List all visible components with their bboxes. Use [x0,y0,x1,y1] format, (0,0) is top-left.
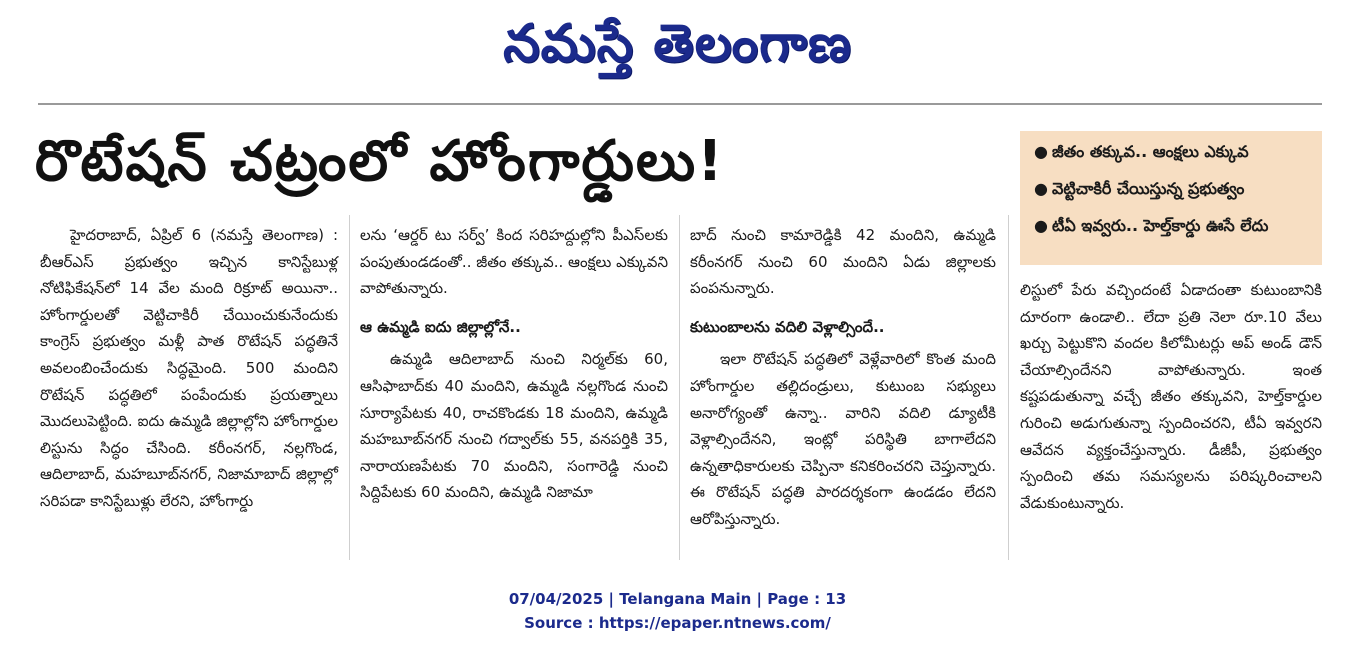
highlight-text: టీఏ ఇవ్వరు.. హెల్త్‌కార్డు ఊసే లేదు [1052,216,1269,235]
masthead [0,2,1355,86]
article-column-3 [690,222,996,533]
highlight-item [1034,141,1312,178]
article-column-1 [40,222,338,515]
article-column-4 [1020,277,1322,516]
highlight-item [1034,178,1312,215]
column-divider [1008,215,1009,560]
highlights-list [1034,141,1312,252]
paragraph: ఇలా రొటేషన్ పద్ధతిలో వెళ్లేవారిలో కొంత మంది హోంగార్డుల తల్లిదండ్రులు, కుటుంబ సభ్యులు అనారోగ్యంతో ఉన్నా.. వారిని వదిలి డ్యూటీకి వెళ్లాల్సిందేనని, ఇంట్లో పరిస్థితి బాగాలేదని ఉన్నతాధికారులకు చెప్పినా కనికరించరని చెప్తున్నారు. ఈ రొటేషన్ పద్ధతి పారదర్శకంగా ఉండడం లేదని ఆరోపిస్తున్నారు. [690,350,996,528]
bullet-icon: ● [1034,179,1048,198]
footer-date-page: 07/04/2025 | Telangana Main | Page : 13 [508,590,847,608]
paragraph: ఉమ్మడి ఆదిలాబాద్ నుంచి నిర్మల్‌కు 60, ఆసిఫాబాద్‌కు 40 మందిని, ఉమ్మడి నల్లగొండ నుంచి సూర్యాపేటకు 40, రాచకొండకు 18 మందిని, ఉమ్మడి మహబూబ్‌నగర్ నుంచి గద్వాల్‌కు 55, వనపర్తికి 35, నారాయణపేటకు 70 మందిని, సంగారెడ్డి నుంచి సిద్దిపేటకు 60 మందిని, ఉమ్మడి నిజామా [360,350,668,502]
bullet-icon: ● [1034,216,1048,235]
article-column-2 [360,222,668,506]
masthead-title: నమస్తే తెలంగాణ [503,14,852,74]
subheading: ఆ ఉమ్మడి ఐదు జిల్లాల్లోనే.. [360,317,521,336]
column-divider [679,215,680,560]
footer-source: Source : https://epaper.ntnews.com/ [524,614,831,632]
paragraph: లిస్టులో పేరు వచ్చిందంటే ఏడాదంతా కుటుంబానికి దూరంగా ఉండాలి.. లేదా ప్రతి నెలా రూ.10 వేలు ఖర్చు పెట్టుకొని వందల కిలోమీటర్లు అప్ అండ్ డౌన్ చేయాల్సిందేనని వాపోతున్నారు. ఇంత కష్టపడుతున్నా వచ్చే జీతం తక్కువని, హెల్త్‌కార్డుల గురించి అడుగుతున్నా స్పందించరని, టీఏ ఇవ్వరని ఆవేదన వ్యక్తంచేస్తున్నారు. డీజీపీ, ప్రభుత్వం స్పందించి తమ సమస్యలను పరిష్కరించాలని వేడుకుంటున్నారు. [1020,281,1322,512]
highlight-text: వెట్టిచాకిరీ చేయిస్తున్న ప్రభుత్వం [1052,179,1245,198]
highlights-box [1020,131,1322,265]
paragraph: బాద్ నుంచి కామారెడ్డికి 42 మందిని, ఉమ్మడి కరీంనగర్ నుంచి 60 మందిని ఏడు జిల్లాలకు పంపనున్నారు. [690,226,996,298]
highlight-item [1034,215,1312,252]
article-headline: రొటేషన్ చట్రంలో హోంగార్డులు! [35,129,725,194]
paragraph: హైదరాబాద్, ఏప్రిల్ 6 (నమస్తే తెలంగాణ) : బీఆర్‌ఎస్ ప్రభుత్వం ఇచ్చిన కానిస్టేబుళ్ల నోటిఫికేషన్‌లో 14 వేల మంది రిక్రూట్ అయినా.. హోంగార్డులతో వెట్టిచాకిరీ చేయించుకునేందుకు కాంగ్రెస్ ప్రభుత్వం మళ్లీ పాత రొటేషన్ పద్ధతినే అవలంబించేందుకు సిద్ధమైంది. 500 మందిని రొటేషన్ పద్ధతిలో పంపేందుకు ప్రయత్నాలు మొదలుపెట్టింది. ఐదు ఉమ్మడి జిల్లాల్లోని హోంగార్డుల లిస్టును సిద్ధం చేసింది. కరీంనగర్, నల్లగొండ, ఆదిలాబాద్, మహబూబ్‌నగర్, నిజామాబాద్ జిల్లాల్లో సరిపడా కానిస్టేబుళ్లు లేరని, హోంగార్డు [40,226,338,510]
column-divider [349,215,350,560]
paragraph: లను ‘ఆర్డర్ టు సర్వ్’ కింద సరిహద్దుల్లోని పీఎస్‌లకు పంపుతుండడంతో.. జీతం తక్కువ.. ఆంక్షలు ఎక్కువని వాపోతున్నారు. [360,226,668,298]
subheading: కుటుంబాలను వదిలి వెళ్లాల్సిందే.. [690,317,885,336]
bullet-icon: ● [1034,142,1048,161]
masthead-divider [38,103,1322,105]
highlight-text: జీతం తక్కువ.. ఆంక్షలు ఎక్కువ [1052,142,1249,161]
